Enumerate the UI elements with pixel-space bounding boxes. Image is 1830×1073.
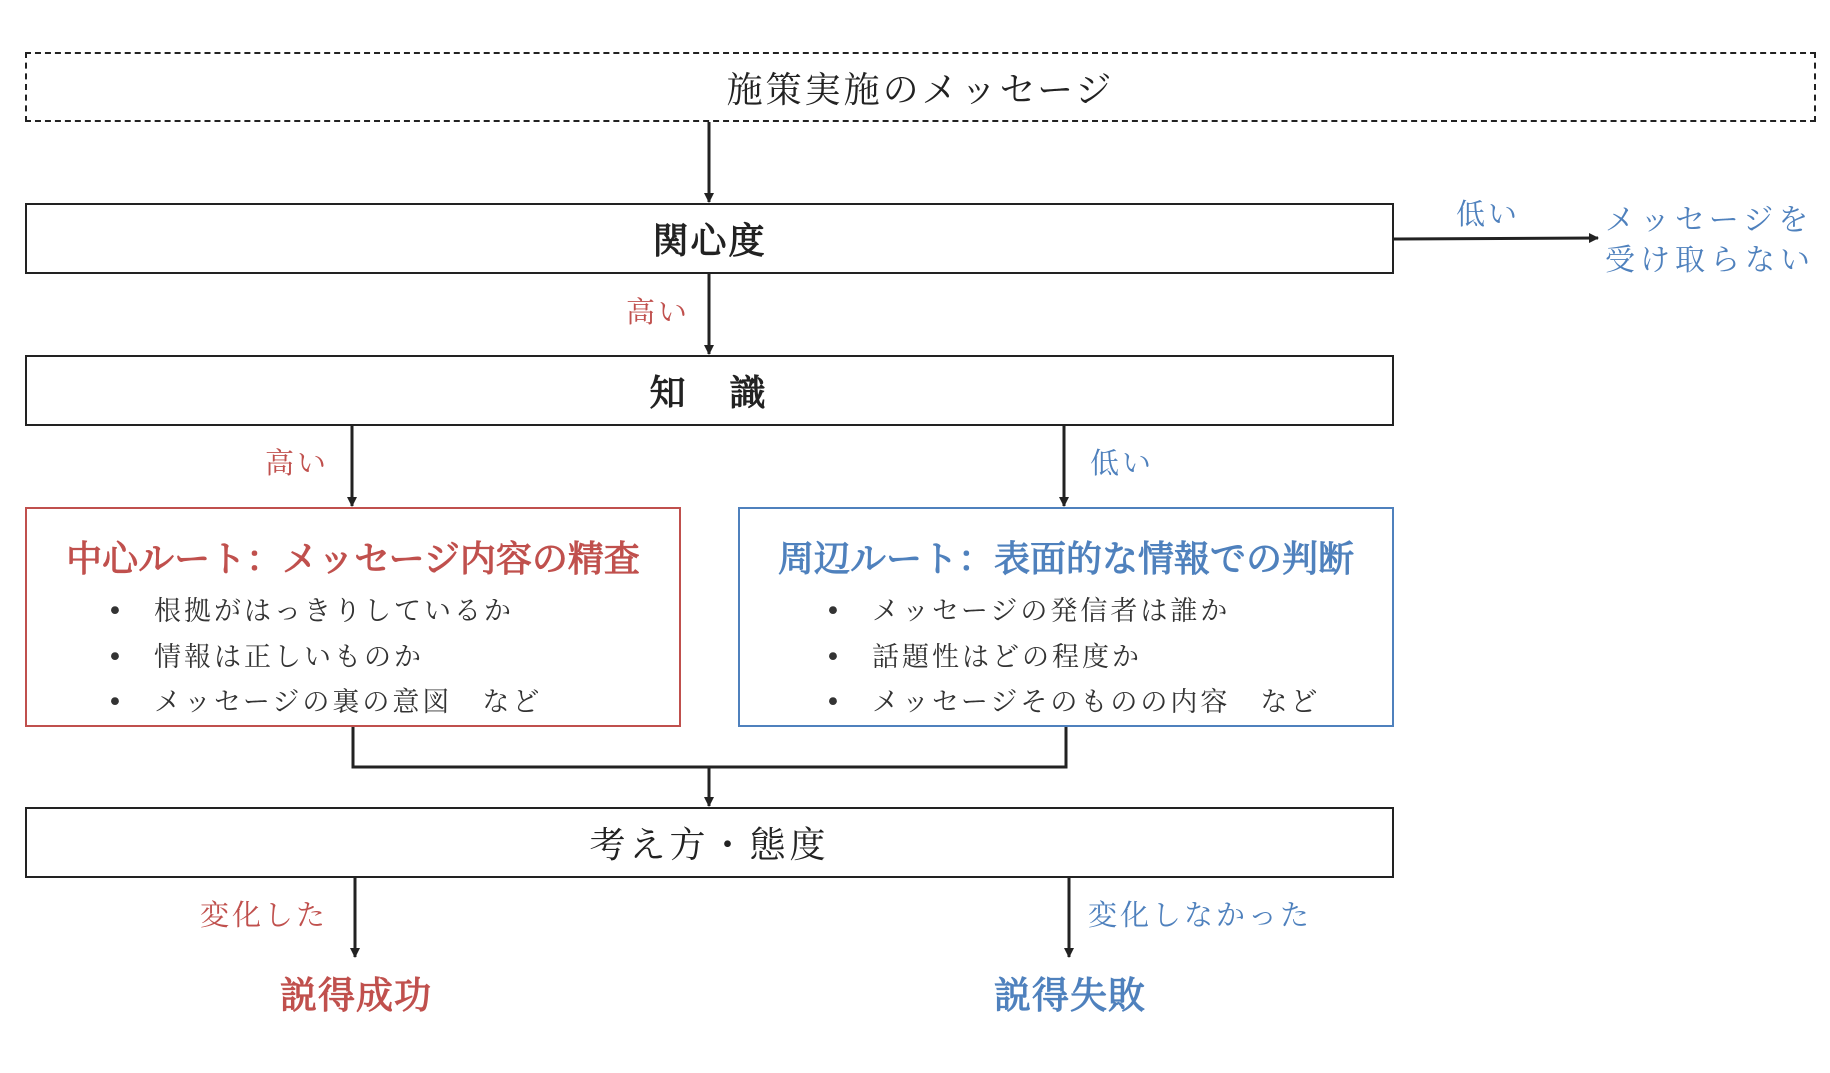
knowledge-label: 知 識	[649, 373, 770, 414]
list-item: • 情報は正しいものか	[107, 635, 542, 681]
bullet-icon: •	[107, 596, 123, 627]
attitude-box	[25, 807, 1394, 878]
knowledge-high-label: 高い	[265, 446, 330, 480]
list-item: • 根拠がはっきりしているか	[107, 589, 542, 635]
persuasion-failure: 説得失敗	[994, 974, 1146, 1017]
peripheral-route-title: 周辺ルート：表面的な情報での判断	[777, 539, 1354, 580]
knowledge-box	[25, 355, 1394, 426]
bullet-icon: •	[107, 641, 123, 673]
unchanged-label: 変化しなかった	[1088, 898, 1313, 932]
merge-line	[353, 726, 1066, 767]
list-item: • メッセージの発信者は誰か	[825, 589, 1320, 635]
persuasion-success: 説得成功	[280, 974, 432, 1017]
changed-label: 変化した	[200, 898, 329, 932]
bullet-icon: •	[825, 641, 841, 673]
interest-low-label: 低い	[1456, 197, 1521, 231]
bullet-icon: •	[107, 687, 123, 718]
list-item: • 話題性はどの程度か	[825, 635, 1320, 681]
no-receive-line1: メッセージを	[1605, 203, 1814, 238]
peripheral-route-box	[738, 507, 1394, 727]
attitude-label: 考え方・態度	[589, 825, 830, 866]
no-receive-line2: 受け取らない	[1605, 243, 1815, 278]
list-item: • メッセージそのものの内容 など	[825, 680, 1320, 726]
knowledge-low-label: 低い	[1090, 446, 1155, 480]
bullet-icon: •	[825, 687, 841, 718]
list-item: • メッセージの裏の意図 など	[107, 680, 542, 726]
central-route-list	[107, 589, 542, 726]
message-box	[25, 52, 1816, 122]
interest-box	[25, 203, 1394, 274]
interest-label: 関心度	[652, 221, 767, 262]
peripheral-route-list	[825, 589, 1320, 726]
message-label: 施策実施のメッセージ	[726, 69, 1115, 111]
interest-high-label: 高い	[626, 295, 691, 329]
bullet-icon: •	[825, 596, 841, 627]
central-route-box	[25, 507, 681, 727]
arrow-interest-low	[1392, 238, 1598, 239]
central-route-title: 中心ルート：メッセージ内容の精査	[66, 539, 640, 580]
